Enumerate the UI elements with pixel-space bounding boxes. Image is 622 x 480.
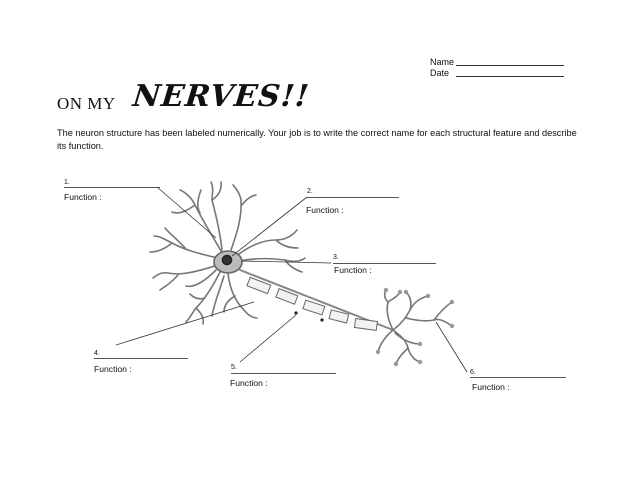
label-number-2: 2.	[307, 188, 313, 195]
answer-line-6[interactable]	[470, 377, 566, 378]
function-label-2: Function :	[306, 205, 344, 215]
label-number-6: 6.	[470, 369, 476, 376]
answer-line-4[interactable]	[94, 358, 188, 359]
name-label: Name	[430, 57, 455, 67]
label-number-3: 3.	[333, 254, 339, 261]
label-number-5: 5.	[231, 364, 237, 371]
answer-line-2[interactable]	[307, 197, 399, 198]
function-label-6: Function :	[472, 382, 510, 392]
label-number-4: 4.	[94, 350, 100, 357]
date-label: Date	[430, 68, 450, 78]
function-label-5: Function :	[230, 378, 268, 388]
function-label-4: Function :	[94, 364, 132, 374]
function-label-3: Function :	[334, 265, 372, 275]
answer-line-3[interactable]	[333, 263, 436, 264]
function-label-1: Function :	[64, 192, 102, 202]
title-prefix: ON MY	[57, 94, 116, 113]
nucleus	[223, 256, 232, 265]
leader-lines	[116, 187, 467, 372]
page-title: NERVES!!	[131, 79, 312, 114]
axon-terminals	[378, 290, 452, 364]
leader-line-5	[240, 315, 296, 362]
answer-line-5[interactable]	[231, 373, 336, 374]
leader-line-6	[436, 322, 467, 372]
neuron-illustration	[150, 182, 454, 366]
leader-line-4	[116, 302, 254, 345]
answer-line-1[interactable]	[64, 187, 160, 188]
axon	[240, 270, 393, 330]
instructions: The neuron structure has been labeled numerically. Your job is to write the correct name for each structural feature and describe its function.	[57, 128, 577, 151]
label-number-1: 1.	[64, 179, 70, 186]
